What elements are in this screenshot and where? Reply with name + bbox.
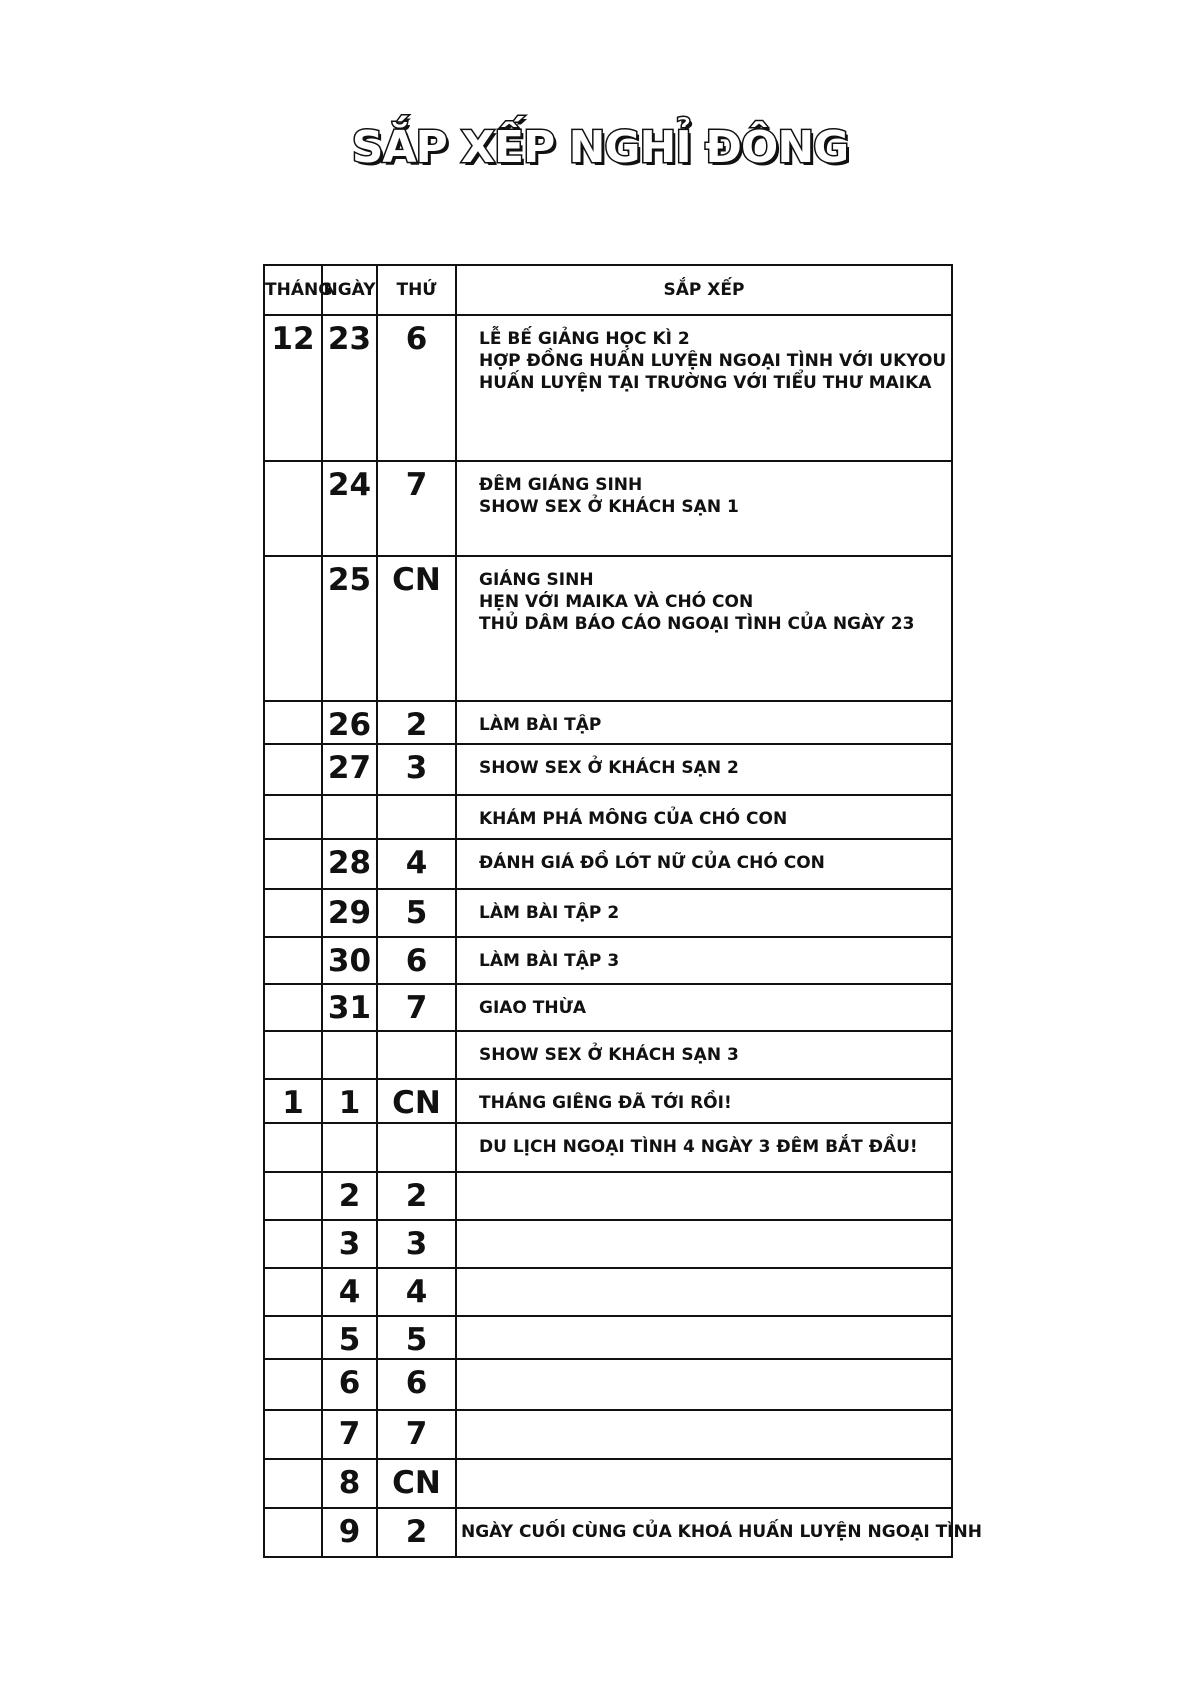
- table-row: [264, 839, 952, 889]
- table-row: [264, 1220, 952, 1268]
- table-row: [264, 1268, 952, 1316]
- month-cell: [264, 556, 322, 701]
- day-cell: 30: [322, 937, 377, 984]
- weekday-cell: 5: [377, 889, 456, 937]
- schedule-cell: [456, 315, 952, 461]
- schedule-line: ĐÊM GIÁNG SINH: [479, 475, 643, 495]
- day-cell: 3: [322, 1220, 377, 1268]
- month-cell: 12: [264, 315, 322, 461]
- weekday-cell: 7: [377, 984, 456, 1031]
- schedule-line: GIAO THỪA: [479, 998, 586, 1018]
- schedule-cell: [456, 1220, 952, 1268]
- table-row: [264, 795, 952, 839]
- day-cell: 1: [322, 1079, 377, 1123]
- schedule-cell: [456, 1316, 952, 1359]
- weekday-cell: 4: [377, 1268, 456, 1316]
- month-cell: [264, 1268, 322, 1316]
- schedule-line: LỄ BẾ GIẢNG HỌC KÌ 2: [479, 329, 690, 349]
- weekday-cell: CN: [377, 1079, 456, 1123]
- weekday-cell: [377, 1031, 456, 1079]
- month-cell: [264, 1508, 322, 1557]
- day-cell: 25: [322, 556, 377, 701]
- table-row: [264, 937, 952, 984]
- weekday-cell: 5: [377, 1316, 456, 1359]
- day-cell: [322, 795, 377, 839]
- table-row: [264, 984, 952, 1031]
- schedule-line: THÁNG GIÊNG ĐÃ TỚI RỒI!: [479, 1093, 732, 1113]
- table-row: [264, 461, 952, 556]
- table-row: [264, 744, 952, 795]
- weekday-cell: 3: [377, 1220, 456, 1268]
- day-cell: 9: [322, 1508, 377, 1557]
- weekday-cell: 7: [377, 1410, 456, 1459]
- weekday-cell: 2: [377, 701, 456, 744]
- schedule-line: GIÁNG SINH: [479, 570, 594, 590]
- schedule-cell: [456, 461, 952, 556]
- header-day: NGÀY: [322, 265, 377, 315]
- day-cell: 24: [322, 461, 377, 556]
- table-row: [264, 1079, 952, 1123]
- schedule-cell: [456, 795, 952, 839]
- schedule-cell: [456, 701, 952, 744]
- day-cell: 27: [322, 744, 377, 795]
- schedule-line: ĐÁNH GIÁ ĐỒ LÓT NỮ CỦA CHÓ CON: [479, 853, 825, 873]
- table-row: [264, 701, 952, 744]
- month-cell: [264, 1220, 322, 1268]
- weekday-cell: 2: [377, 1508, 456, 1557]
- weekday-cell: CN: [377, 556, 456, 701]
- schedule-cell: [456, 1031, 952, 1079]
- schedule-cell: [456, 984, 952, 1031]
- day-cell: 29: [322, 889, 377, 937]
- weekday-cell: [377, 1123, 456, 1172]
- header-month: THÁNG: [264, 265, 322, 315]
- schedule-cell: [456, 1123, 952, 1172]
- schedule-line: HUẤN LUYỆN TẠI TRƯỜNG VỚI TIỂU THƯ MAIKA: [479, 373, 932, 394]
- day-cell: 2: [322, 1172, 377, 1220]
- schedule-cell: [456, 1459, 952, 1508]
- weekday-cell: 3: [377, 744, 456, 795]
- day-cell: [322, 1031, 377, 1079]
- schedule-cell: [456, 839, 952, 889]
- month-cell: 1: [264, 1079, 322, 1123]
- day-cell: 8: [322, 1459, 377, 1508]
- weekday-cell: CN: [377, 1459, 456, 1508]
- month-cell: [264, 795, 322, 839]
- month-cell: [264, 461, 322, 556]
- day-cell: 26: [322, 701, 377, 744]
- day-cell: 23: [322, 315, 377, 461]
- day-cell: 4: [322, 1268, 377, 1316]
- schedule-cell: [456, 556, 952, 701]
- schedule-line: DU LỊCH NGOẠI TÌNH 4 NGÀY 3 ĐÊM BẮT ĐẦU!: [479, 1137, 918, 1157]
- table-row: [264, 556, 952, 701]
- schedule-line: SHOW SEX Ở KHÁCH SẠN 2: [479, 758, 739, 778]
- weekday-cell: [377, 795, 456, 839]
- schedule-cell: [456, 1079, 952, 1123]
- month-cell: [264, 1459, 322, 1508]
- schedule-line: HẸN VỚI MAIKA VÀ CHÓ CON: [479, 592, 754, 613]
- month-cell: [264, 1410, 322, 1459]
- header-schedule: SẮP XẾP: [456, 265, 952, 315]
- day-cell: 5: [322, 1316, 377, 1359]
- weekday-cell: 6: [377, 1359, 456, 1410]
- month-cell: [264, 1359, 322, 1410]
- table-row: [264, 1316, 952, 1359]
- table-row: [264, 1031, 952, 1079]
- schedule-cell: [456, 744, 952, 795]
- table-row: [264, 1123, 952, 1172]
- weekday-cell: 6: [377, 315, 456, 461]
- schedule-line: HỢP ĐỒNG HUẤN LUYỆN NGOẠI TÌNH VỚI UKYOU: [479, 351, 947, 372]
- day-cell: 28: [322, 839, 377, 889]
- schedule-line: LÀM BÀI TẬP 2: [479, 903, 620, 923]
- month-cell: [264, 984, 322, 1031]
- schedule-line: LÀM BÀI TẬP 3: [479, 951, 620, 971]
- day-cell: 7: [322, 1410, 377, 1459]
- table-row: [264, 889, 952, 937]
- weekday-cell: 7: [377, 461, 456, 556]
- month-cell: [264, 1123, 322, 1172]
- month-cell: [264, 744, 322, 795]
- table-row: [264, 315, 952, 461]
- schedule-line: LÀM BÀI TẬP: [479, 715, 602, 735]
- schedule-cell: [456, 1508, 982, 1557]
- weekday-cell: 6: [377, 937, 456, 984]
- day-cell: 31: [322, 984, 377, 1031]
- table-row: [264, 1508, 952, 1557]
- schedule-cell: [456, 937, 952, 984]
- header-weekday: THỨ: [377, 265, 456, 315]
- month-cell: [264, 1172, 322, 1220]
- day-cell: [322, 1123, 377, 1172]
- month-cell: [264, 839, 322, 889]
- schedule-cell: [456, 1410, 952, 1459]
- schedule-table: [263, 264, 982, 1558]
- day-cell: 6: [322, 1359, 377, 1410]
- schedule-line: SHOW SEX Ở KHÁCH SẠN 1: [479, 497, 739, 518]
- weekday-cell: 4: [377, 839, 456, 889]
- schedule-line: KHÁM PHÁ MÔNG CỦA CHÓ CON: [479, 809, 788, 829]
- table-row: [264, 1459, 952, 1508]
- schedule-line: THỦ DÂM BÁO CÁO NGOẠI TÌNH CỦA NGÀY 23: [479, 614, 915, 635]
- page-title: SẮP XẾP NGHỈ ĐÔNG: [351, 122, 849, 173]
- table-row: [264, 1359, 952, 1410]
- month-cell: [264, 701, 322, 744]
- schedule-cell: [456, 1172, 952, 1220]
- table-row: [264, 1410, 952, 1459]
- month-cell: [264, 1316, 322, 1359]
- schedule-line: NGÀY CUỐI CÙNG CỦA KHOÁ HUẤN LUYỆN NGOẠI TÌNH: [461, 1522, 982, 1542]
- table-row: [264, 1172, 952, 1220]
- schedule-line: SHOW SEX Ở KHÁCH SẠN 3: [479, 1045, 739, 1065]
- header-row: [264, 265, 952, 315]
- month-cell: [264, 937, 322, 984]
- schedule-cell: [456, 1359, 952, 1410]
- schedule-body: [264, 315, 982, 1557]
- weekday-cell: 2: [377, 1172, 456, 1220]
- month-cell: [264, 1031, 322, 1079]
- schedule-cell: [456, 1268, 952, 1316]
- schedule-cell: [456, 889, 952, 937]
- month-cell: [264, 889, 322, 937]
